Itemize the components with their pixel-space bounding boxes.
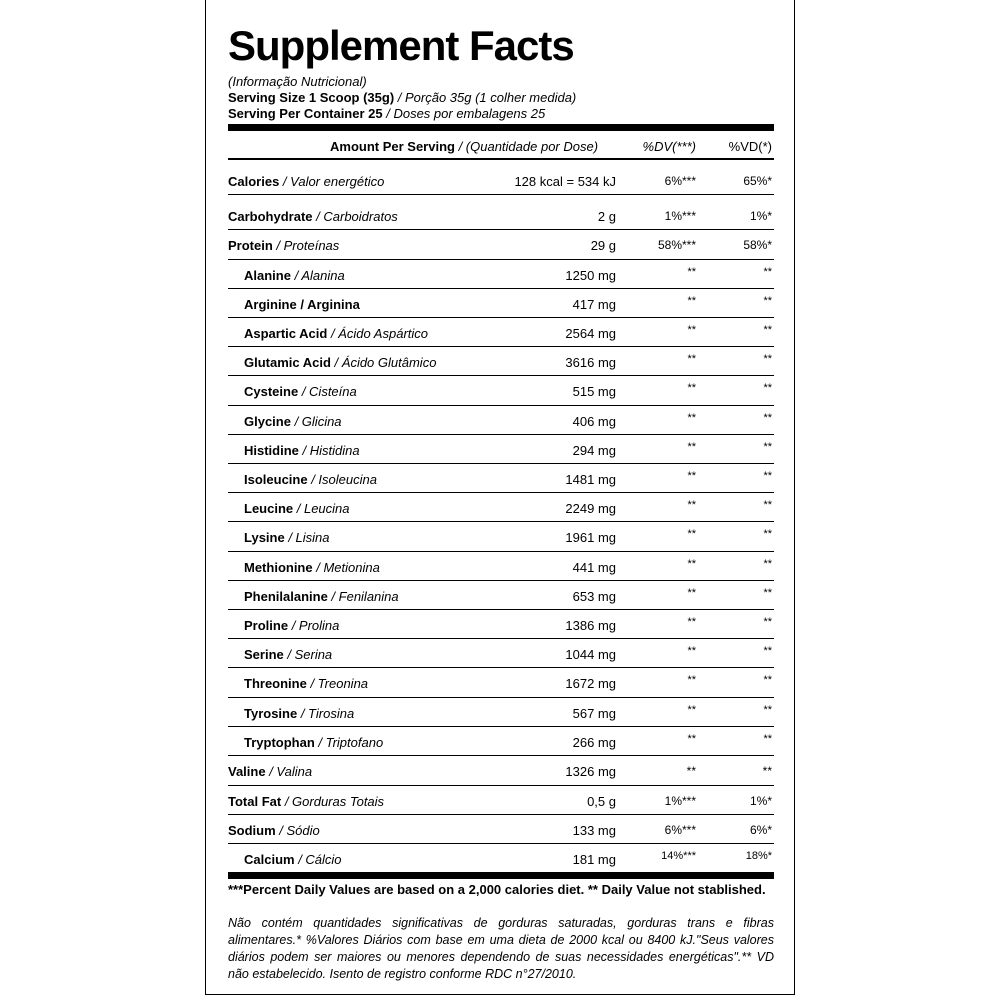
nutrient-name — [244, 618, 339, 633]
nutrient-name-en: Tyrosine — [244, 706, 298, 721]
nutrient-amount: 0,5 g — [587, 794, 616, 809]
footnote-en: ***Percent Daily Values are based on a 2,000 calories diet. ** Daily Value not stablished. — [228, 882, 766, 897]
nutrient-name-en: Glycine — [244, 414, 291, 429]
nutrient-name — [244, 443, 360, 458]
nutrient-name — [244, 268, 345, 283]
nutrient-name-en: Valine — [228, 764, 266, 779]
nutrient-vd: 1%* — [749, 209, 772, 223]
nutrient-name — [244, 589, 399, 604]
nutrient-dv: ** — [687, 733, 696, 745]
nutrient-name-pt: / Leucina — [293, 501, 350, 516]
amount-per-serving-header — [330, 139, 598, 154]
nutrient-name-pt: / Histidina — [298, 443, 360, 458]
nutrient-amount: 417 mg — [572, 297, 616, 312]
nutrient-amount: 2564 mg — [565, 326, 616, 341]
nutrient-row — [228, 786, 774, 815]
nutrient-row — [228, 727, 774, 756]
nutrient-amount: 29 g — [590, 238, 616, 253]
nutrient-vd: ** — [763, 412, 772, 424]
nutrient-amount: 1481 mg — [565, 472, 616, 487]
nutrient-name-pt: / Triptofano — [314, 735, 384, 750]
nutrient-amount: 567 mg — [572, 706, 616, 721]
nutrient-dv: ** — [687, 499, 696, 511]
nutrient-row — [228, 844, 774, 879]
nutrient-name-en: Calcium — [244, 852, 295, 867]
nutrient-row — [228, 289, 774, 318]
nutrient-dv: 6%*** — [664, 823, 696, 837]
nutrient-name-pt: / Proteínas — [272, 238, 340, 253]
nutrient-name-pt: / Lisina — [284, 530, 330, 545]
nutrient-name — [244, 472, 377, 487]
nutrient-name-en: Cysteine — [244, 384, 299, 399]
nutrient-name-en: Phenilalanine — [244, 589, 328, 604]
panel-title: Supplement Facts — [228, 22, 574, 69]
nutrient-name-pt: / Carboidratos — [312, 209, 398, 224]
nutrient-name-en: Leucine — [244, 501, 294, 516]
nutrient-row — [228, 435, 774, 464]
nutrient-name-en: Lysine — [244, 530, 285, 545]
nutrient-name-en: Alanine — [244, 268, 291, 283]
nutrient-name-en: Aspartic Acid — [244, 326, 328, 341]
thick-divider — [228, 124, 774, 131]
nutrient-amount: 653 mg — [572, 589, 616, 604]
nutrient-name-en: Serine — [244, 647, 284, 662]
nutrient-row — [228, 260, 774, 289]
nutrient-vd: ** — [763, 499, 772, 511]
nutrient-name-en: Tryptophan — [244, 735, 315, 750]
nutrient-name-en: Carbohydrate — [228, 209, 313, 224]
nutrient-row — [228, 552, 774, 581]
nutrient-row — [228, 464, 774, 493]
nutrient-dv: ** — [687, 704, 696, 716]
nutrient-name-pt: / Metionina — [312, 560, 380, 575]
nutrient-dv: ** — [687, 470, 696, 482]
footnote-pt: Não contém quantidades significativas de gorduras saturadas, gorduras trans e fibras alimentares.* %Valores Diários com base em uma dieta de 2000 kcal ou 8400 kJ."Seus valores diários podem ser maiores ou menores dependendo de suas necessidades energéticas".** VD não estabelecido. Isento de registro conforme RDC n°27/2010. — [228, 916, 774, 981]
nutrient-dv: ** — [687, 587, 696, 599]
nutrient-vd: ** — [763, 528, 772, 540]
nutrient-name-en: Histidine — [244, 443, 299, 458]
nutrient-name-en: Threonine — [244, 676, 307, 691]
nutrient-vd: ** — [763, 733, 772, 745]
nutrient-name-en: Glutamic Acid — [244, 355, 331, 370]
nutrient-vd: ** — [763, 382, 772, 394]
nutrient-name — [228, 764, 312, 779]
nutrient-amount: 2249 mg — [565, 501, 616, 516]
nutrient-row — [228, 815, 774, 844]
nutrient-name-en: Arginine / Arginina — [244, 297, 360, 312]
nutrient-amount: 406 mg — [572, 414, 616, 429]
nutrient-name — [244, 530, 330, 545]
nutrient-dv: 1%*** — [664, 209, 696, 223]
nutrient-vd: 18%* — [745, 850, 772, 862]
nutrient-vd: ** — [763, 266, 772, 278]
column-header-row — [228, 132, 774, 160]
nutrient-name-pt: / Gorduras Totais — [281, 794, 385, 809]
nutrient-row — [228, 318, 774, 347]
nutrient-vd: ** — [763, 295, 772, 307]
nutrient-dv: ** — [687, 295, 696, 307]
vd-column-header: %VD(*) — [728, 139, 772, 154]
nutrient-name-pt: / Cálcio — [294, 852, 342, 867]
nutrient-vd: ** — [763, 470, 772, 482]
nutrient-dv: ** — [687, 382, 696, 394]
nutrient-vd: ** — [763, 441, 772, 453]
nutrient-amount: 441 mg — [572, 560, 616, 575]
nutrient-dv: ** — [687, 412, 696, 424]
nutrient-row — [228, 610, 774, 639]
nutrient-amount: 1961 mg — [565, 530, 616, 545]
nutrient-amount: 3616 mg — [565, 355, 616, 370]
nutrient-vd: ** — [763, 324, 772, 336]
nutrient-dv: ** — [687, 324, 696, 336]
servings-pt: / Doses por embalagens 25 — [382, 106, 546, 121]
nutrient-amount: 1044 mg — [565, 647, 616, 662]
nutrient-row — [228, 347, 774, 376]
nutrient-name-en: Proline — [244, 618, 289, 633]
nutrient-amount: 2 g — [597, 209, 616, 224]
nutrient-name — [244, 676, 368, 691]
nutrient-name — [244, 384, 357, 399]
nutrient-amount: 1386 mg — [565, 618, 616, 633]
nutrient-row — [228, 230, 774, 260]
nutrient-name — [228, 823, 320, 838]
nutrient-vd: ** — [763, 558, 772, 570]
amount-header-en: Amount Per Serving — [330, 139, 455, 154]
amount-header-pt: / (Quantidade por Dose) — [454, 139, 599, 154]
nutrient-vd: ** — [763, 645, 772, 657]
nutrient-name-en: Calories — [228, 174, 280, 189]
servings-en: Serving Per Container 25 — [228, 106, 383, 121]
nutrient-row — [228, 406, 774, 435]
dv-column-header: %DV(***) — [642, 139, 696, 154]
nutrient-name-pt: / Alanina — [290, 268, 345, 283]
serving-size-en: Serving Size 1 Scoop (35g) — [228, 90, 395, 105]
nutrient-name-en: Sodium — [228, 823, 276, 838]
nutrient-name-pt: / Ácido Glutâmico — [330, 355, 437, 370]
nutrient-name — [228, 238, 339, 253]
nutrient-name-pt: / Serina — [283, 647, 333, 662]
nutrient-row — [228, 160, 774, 195]
nutrient-row — [228, 493, 774, 522]
nutrient-amount: 133 mg — [572, 823, 616, 838]
nutrient-vd: ** — [763, 616, 772, 628]
servings-per-container-line — [228, 106, 545, 121]
nutrient-name-pt: / Valor energético — [279, 174, 385, 189]
nutrient-vd: 58%* — [743, 238, 772, 252]
nutrient-dv: 1%*** — [664, 794, 696, 808]
nutrient-row — [228, 376, 774, 406]
nutrient-name — [244, 560, 380, 575]
nutrient-dv: 6%*** — [664, 174, 696, 188]
nutrient-name — [228, 794, 384, 809]
nutrition-info-label: (Informação Nutricional) — [228, 74, 367, 89]
nutrient-row — [228, 668, 774, 698]
nutrient-row — [228, 756, 774, 786]
nutrient-vd: ** — [762, 764, 772, 778]
nutrient-name-en: Total Fat — [228, 794, 282, 809]
nutrient-row — [228, 581, 774, 610]
nutrient-dv: ** — [687, 266, 696, 278]
nutrient-amount: 515 mg — [572, 384, 616, 399]
nutrient-name-pt: / Treonina — [306, 676, 369, 691]
nutrient-name-pt: / Glicina — [290, 414, 342, 429]
nutrient-name — [244, 297, 360, 312]
nutrient-name-pt: / Tirosina — [297, 706, 355, 721]
nutrient-name-en: Isoleucine — [244, 472, 308, 487]
nutrient-name — [228, 209, 398, 224]
nutrient-vd: 1%* — [749, 794, 772, 808]
nutrient-name — [244, 355, 436, 370]
nutrient-dv: ** — [687, 645, 696, 657]
serving-size-pt: / Porção 35g (1 colher medida) — [394, 90, 577, 105]
nutrient-dv: ** — [687, 674, 696, 686]
nutrient-dv: ** — [686, 764, 696, 778]
nutrient-dv: ** — [687, 353, 696, 365]
serving-size-line — [228, 90, 576, 105]
nutrient-name-pt: / Prolina — [288, 618, 340, 633]
nutrient-name — [244, 852, 342, 867]
nutrient-name — [228, 174, 384, 189]
nutrient-amount: 1326 mg — [565, 764, 616, 779]
nutrient-name — [244, 501, 350, 516]
nutrient-vd: ** — [763, 674, 772, 686]
nutrient-vd: ** — [763, 353, 772, 365]
nutrient-amount: 1250 mg — [565, 268, 616, 283]
nutrient-dv: 58%*** — [657, 238, 696, 252]
nutrient-name-pt: / Fenilanina — [327, 589, 399, 604]
nutrient-name — [244, 414, 342, 429]
nutrient-name — [244, 706, 354, 721]
nutrient-row — [228, 522, 774, 552]
nutrient-name-pt: / Valina — [265, 764, 313, 779]
nutrient-dv: ** — [687, 616, 696, 628]
nutrient-name-pt: / Isoleucina — [307, 472, 377, 487]
nutrient-amount: 1672 mg — [565, 676, 616, 691]
nutrient-name-pt: / Cisteína — [298, 384, 357, 399]
nutrient-name-pt: / Ácido Aspártico — [327, 326, 429, 341]
nutrient-vd: 6%* — [749, 823, 772, 837]
nutrient-row — [228, 195, 774, 230]
nutrient-dv: ** — [687, 441, 696, 453]
nutrient-name — [244, 647, 332, 662]
nutrient-row — [228, 698, 774, 727]
nutrient-amount: 294 mg — [572, 443, 616, 458]
nutrient-name — [244, 735, 383, 750]
nutrient-row — [228, 639, 774, 668]
nutrient-amount: 266 mg — [572, 735, 616, 750]
nutrient-vd: ** — [763, 587, 772, 599]
nutrient-dv: 14%*** — [661, 850, 696, 862]
nutrient-name — [244, 326, 428, 341]
nutrient-name-en: Protein — [228, 238, 273, 253]
nutrient-amount: 128 kcal = 534 kJ — [514, 174, 616, 189]
nutrient-amount: 181 mg — [572, 852, 616, 867]
nutrient-name-en: Methionine — [244, 560, 313, 575]
nutrient-vd: ** — [763, 704, 772, 716]
nutrient-name-pt: / Sódio — [275, 823, 320, 838]
nutrient-dv: ** — [687, 558, 696, 570]
nutrient-vd: 65%* — [743, 174, 772, 188]
nutrient-dv: ** — [687, 528, 696, 540]
